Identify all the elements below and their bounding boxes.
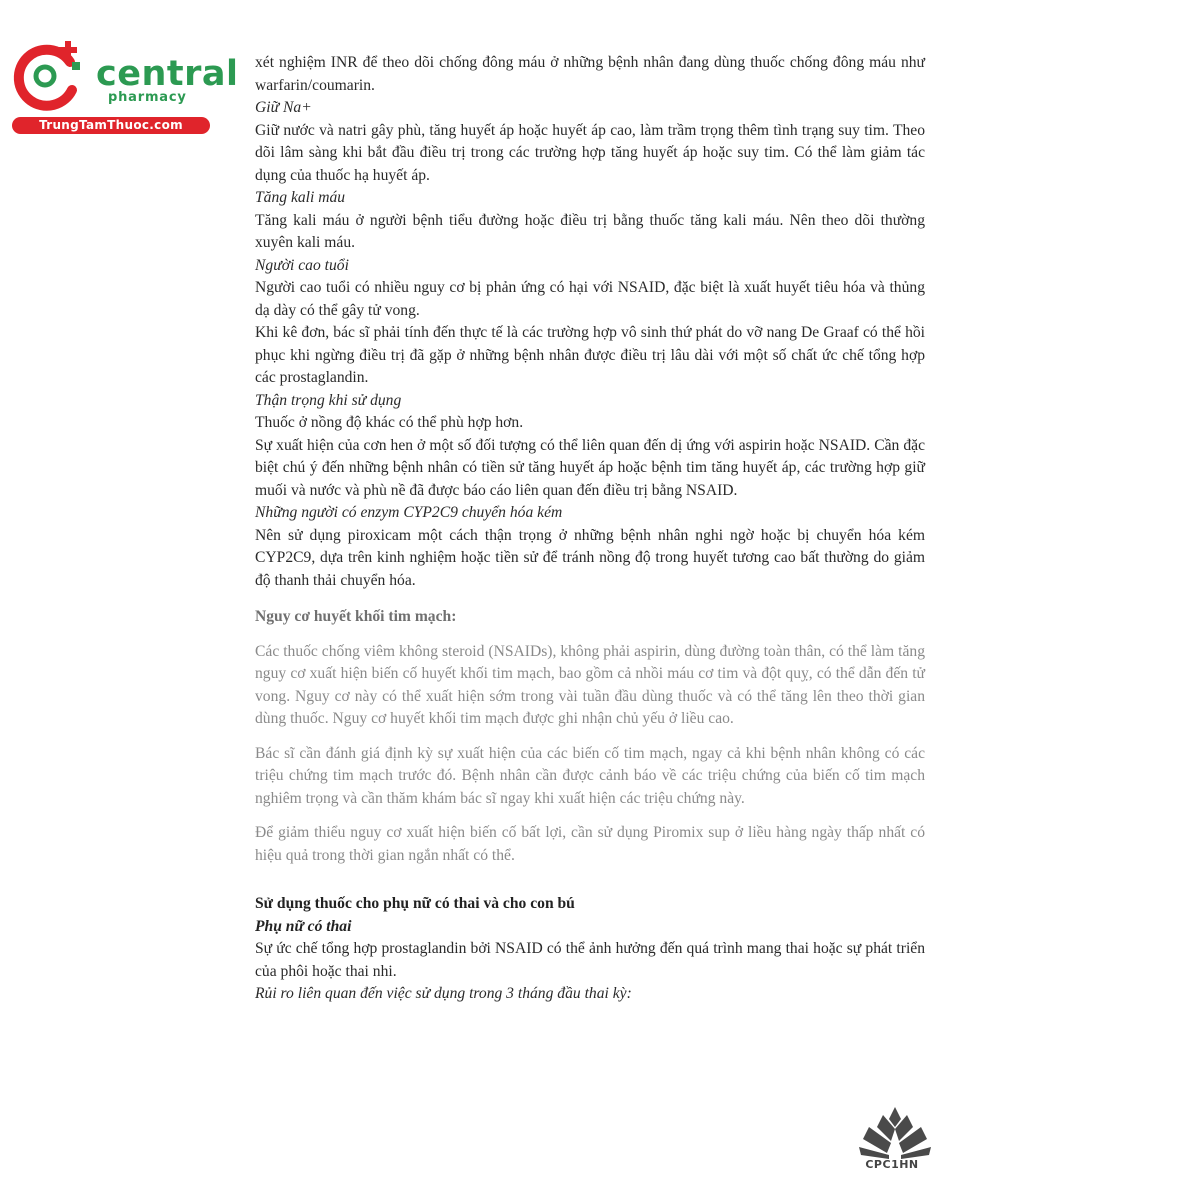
heading-pregnant-women: Phụ nữ có thai [255, 917, 352, 935]
paragraph-cardiovascular-2: Bác sĩ cần đánh giá định kỳ sự xuất hiện của các biến cố tim mạch, ngay cả khi bệnh nhân không có các triệu chứng tim mạch trước đó. Bệnh nhân cần được cảnh báo về các triệu chứng của biến cố tim mạch nghiêm trọng và cần thăm khám bác sĩ ngay khi xuất hiện các triệu chứng này. [255, 744, 925, 807]
pharmacy-logo [10, 38, 239, 138]
paragraph-caution-1: Thuốc ở nồng độ khác có thể phù hợp hơn. [255, 414, 524, 431]
cpc1hn-emblem-icon [855, 1105, 935, 1185]
heading-cyp2c9: Những người có enzym CYP2C9 chuyển hóa kém [255, 504, 563, 521]
paragraph-cardiovascular-1: Các thuốc chống viêm không steroid (NSAIDs), không phải aspirin, dùng đường toàn thân, có thể làm tăng nguy cơ xuất hiện biến cố huyết khối tim mạch, bao gồm cả nhồi máu cơ tim và đột quỵ, có thể dẫn đến tử vong. Nguy cơ này có thể xuất hiện sớm trong vài tuần đầu dùng thuốc và có thể tăng lên theo thời gian dùng thuốc. Nguy cơ huyết khối tim mạch được ghi nhận chủ yếu ở liều cao. [255, 642, 925, 727]
document-body [255, 52, 925, 1006]
heading-pregnancy-lactation: Sử dụng thuốc cho phụ nữ có thai và cho con bú [255, 895, 575, 912]
paragraph-caution-2: Sự xuất hiện của cơn hen ở một số đối tượng có thể liên quan đến dị ứng với aspirin hoặc NSAID. Cần đặc biệt chú ý đến những bệnh nhân có tiền sử tăng huyết áp hoặc bệnh tim tăng huyết áp, các trường hợp giữ muối và nước và phù nề đã được báo cáo liên quan đến điều trị bằng NSAID. [255, 436, 925, 499]
paragraph-hyperkalemia: Tăng kali máu ở người bệnh tiểu đường hoặc điều trị bằng thuốc tăng kali máu. Nên theo dõi thường xuyên kali máu. [255, 211, 925, 251]
paragraph-cardiovascular-3: Để giảm thiểu nguy cơ xuất hiện biến cố bất lợi, cần sử dụng Piromix sup ở liều hàng ngày thấp nhất có hiệu quả trong thời gian ngắn nhất có thể. [255, 824, 925, 864]
emblem-label: CPC1HN [865, 1158, 919, 1171]
heading-cardiovascular-risk: Nguy cơ huyết khối tim mạch: [255, 608, 457, 625]
heading-na-retention: Giữ Na+ [255, 99, 312, 116]
central-pharmacy-logo-icon [10, 38, 90, 118]
heading-caution: Thận trọng khi sử dụng [255, 391, 402, 409]
heading-elderly: Người cao tuổi [255, 256, 349, 274]
brand-name: central [96, 54, 239, 94]
brand-subtitle: pharmacy [108, 90, 187, 105]
paragraph-elderly: Người cao tuổi có nhiều nguy cơ bị phản ứng có hại với NSAID, đặc biệt là xuất huyết tiêu hóa và thủng dạ dày có thể gây tử vong. [255, 279, 925, 319]
paragraph-inr: xét nghiệm INR để theo dõi chống đông máu ở những bệnh nhân đang dùng thuốc chống đông máu như warfarin/coumarin. [255, 54, 925, 94]
paragraph-pregnancy: Sự ức chế tổng hợp prostaglandin bởi NSAID có thể ảnh hưởng đến quá trình mang thai hoặc sự phát triển của phôi hoặc thai nhi. [255, 940, 925, 980]
paragraph-na-retention: Giữ nước và natri gây phù, tăng huyết áp hoặc huyết áp cao, làm trầm trọng thêm tình trạng suy tim. Theo dõi lâm sàng khi bắt đầu điều trị trong các trường hợp tăng huyết áp hoặc suy tim. Có thể làm giảm tác dụng của thuốc hạ huyết áp. [255, 121, 925, 184]
paragraph-cyp2c9: Nên sử dụng piroxicam một cách thận trọng ở những bệnh nhân nghi ngờ hoặc bị chuyển hóa kém CYP2C9, dựa trên kinh nghiệm hoặc tiền sử để tránh nồng độ trong huyết tương cao bất thường do giảm độ thanh thải chuyển hóa. [255, 526, 925, 589]
brand-website-banner: TrungTamThuoc.com [12, 117, 210, 134]
heading-first-trimester-risk: Rủi ro liên quan đến việc sử dụng trong 3 tháng đầu thai kỳ: [255, 985, 632, 1002]
heading-hyperkalemia: Tăng kali máu [255, 189, 346, 206]
paragraph-de-graaf: Khi kê đơn, bác sĩ phải tính đến thực tế là các trường hợp vô sinh thứ phát do vỡ nang De Graaf có thể hồi phục khi ngừng điều trị đã gặp ở những bệnh nhân được điều trị lâu dài với một số chất ức chế tổng hợp các prostaglandin. [255, 324, 925, 386]
